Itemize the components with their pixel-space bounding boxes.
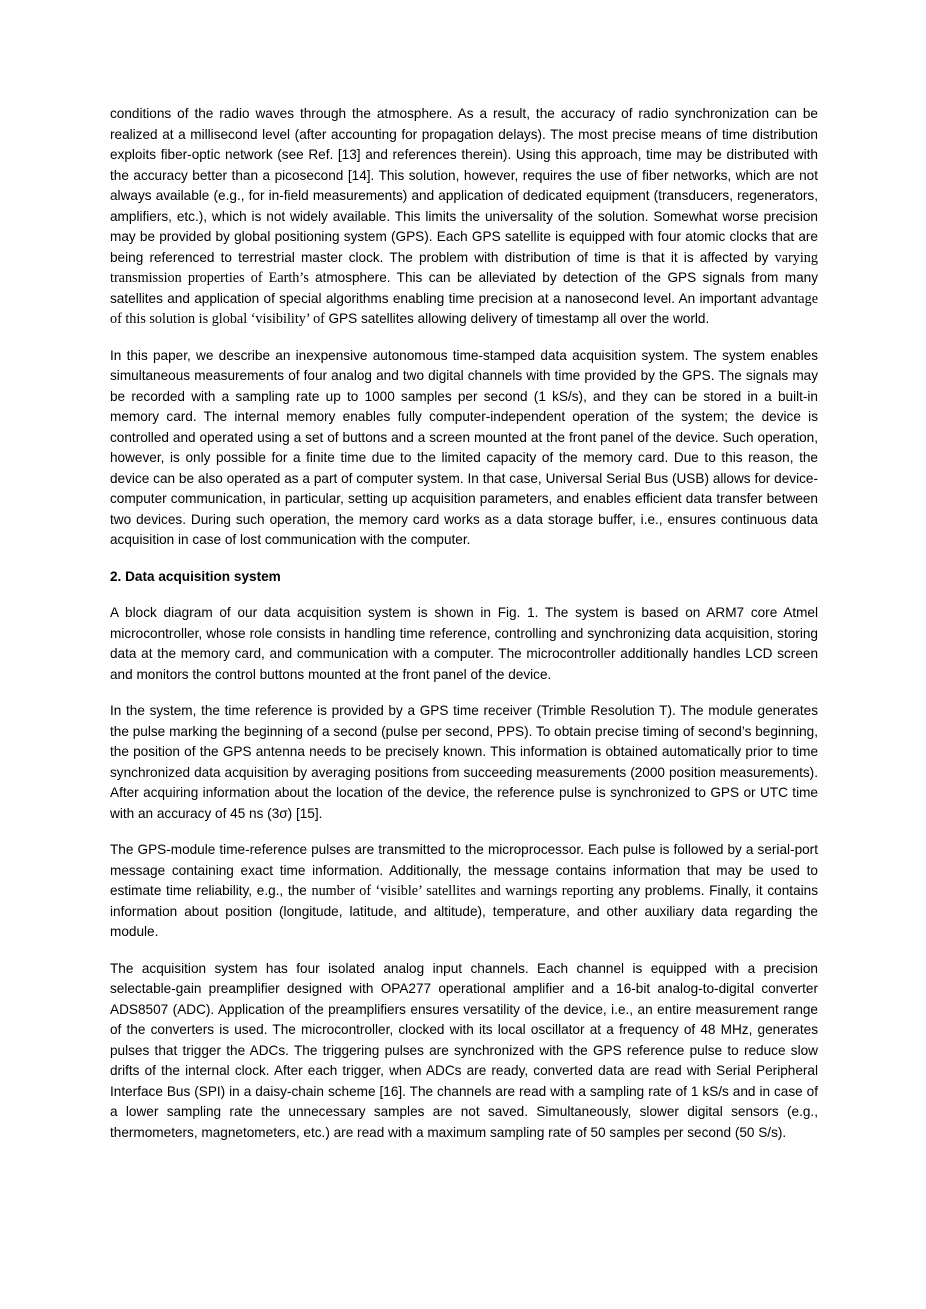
paragraph-3	[110, 603, 818, 685]
text-segment: conditions of the radio waves through the atmosphere. As a result, the accuracy of radio synchronization can be realized at a millisecond level (after accounting for propagation delays). The most precise means of time distribution exploits fiber-optic network (see Ref. [13] and references therein). Using this approach, time may be distributed with the accuracy better than a picosecond [14]. This solution, however, requires the use of fiber networks, which are not always available (e.g., for in-field measurements) and application of dedicated equipment (transducers, regenerators, amplifiers, etc.), which is not widely available. This limits the universality of the solution. Somewhat worse precision may be provided by global positioning system (GPS). Each GPS satellite is equipped with four atomic clocks that are being referenced to terrestrial master clock. The problem with distribution of time is that it is affected by	[110, 106, 818, 265]
paragraph-2	[110, 346, 818, 551]
text-segment: The acquisition system has four isolated analog input channels. Each channel is equipped with a precision selectable-gain preamplifier designed with OPA277 operational amplifier and a 16-bit analog-to-digital converter ADS8507 (ADC). Application of the preamplifiers ensures versatility of the device, i.e., an entire measurement range of the converters is used. The microcontroller, clocked with its local oscillator at a frequency of 48 MHz, generates pulses that trigger the ADCs. The triggering pulses are synchronized with the GPS reference pulse to reduce slow drifts of the internal clock. After each trigger, when ADCs are ready, converted data are read with Serial Peripheral Interface Bus (SPI) in a daisy-chain scheme [16]. The channels are read with a sampling rate of 1 kS/s and in case of a lower sampling rate the unnecessary samples are not saved. Simultaneously, slower digital sensors (e.g., thermometers, magnetometers, etc.) are read with a maximum sampling rate of 50 samples per second (50 S/s).	[110, 960, 818, 1140]
section-heading: 2. Data acquisition system	[110, 568, 281, 584]
text-segment-serif: varying transmission properties of Earth’s	[110, 249, 818, 286]
paragraph-1	[110, 104, 818, 330]
text-segment-serif: number of ‘visible’ satellites and warnings reporting	[311, 883, 619, 899]
text-segment: A block diagram of our data acquisition system is shown in Fig. 1. The system is based on ARM7 core Atmel microcontroller, whose role consists in handling time reference, controlling and synchronizing data acquisition, storing data at the memory card, and communication with a computer. The microcontroller additionally handles LCD screen and monitors the control buttons mounted at the front panel of the device.	[110, 605, 818, 682]
text-segment-serif: advantage of this solution is global ‘visibility’ of	[110, 290, 818, 327]
text-segment: GPS satellites allowing delivery of timestamp all over the world.	[328, 311, 710, 326]
paragraph-4	[110, 701, 818, 824]
text-segment: In the system, the time reference is provided by a GPS time receiver (Trimble Resolution T). The module generates the pulse marking the beginning of a second (pulse per second, PPS). To obtain precise timing of second’s beginning, the position of the GPS antenna needs to be precisely known. This information is obtained automatically prior to time synchronized data acquisition by averaging positions from succeeding measurements (2000 position measurements). After acquiring information about the location of the device, the reference pulse is synchronized to GPS or UTC time with an accuracy of 45 ns (3σ) [15].	[110, 703, 818, 821]
paragraph-5	[110, 840, 818, 943]
paragraph-6	[110, 959, 818, 1144]
text-segment: The GPS-module time-reference pulses are transmitted to the microprocessor. Each pulse is followed by a serial-port message containing exact time information. Additionally, the message contains information that may be used to estimate time reliability, e.g., the	[110, 842, 818, 898]
text-segment: any problems. Finally, it contains information about position (longitude, latitude, and altitude), temperature, and other auxiliary data regarding the module.	[110, 883, 819, 939]
text-segment: In this paper, we describe an inexpensive autonomous time-stamped data acquisition system. The system enables simultaneous measurements of four analog and two digital channels with time provided by the GPS. The signals may be recorded with a sampling rate up to 1000 samples per second (1 kS/s), and they can be stored in a built-in memory card. The internal memory enables fully computer-independent operation of the system; the device is controlled and operated using a set of buttons and a screen mounted at the front panel of the device. Such operation, however, is only possible for a finite time due to the limited capacity of the memory card. Due to this reason, the device can be also operated as a part of computer system. In that case, Universal Serial Bus (USB) allows for device-computer communication, in particular, setting up acquisition parameters, and enables efficient data transfer between two devices. During such operation, the memory card works as a data storage buffer, i.e., ensures continuous data acquisition in case of lost communication with the computer.	[110, 347, 818, 547]
text-segment: atmosphere. This can be alleviated by detection of the GPS signals from many satellites and application of special algorithms enabling time precision at a nanosecond level. An important	[110, 270, 818, 306]
